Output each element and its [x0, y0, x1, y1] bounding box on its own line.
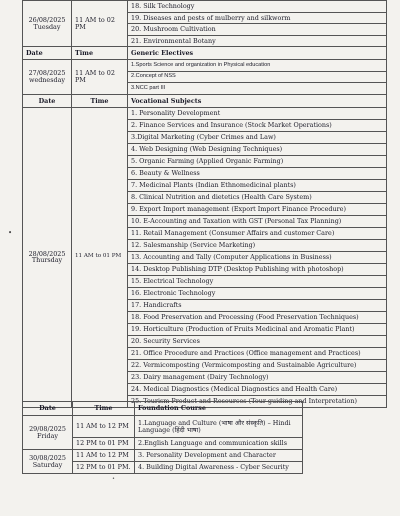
header-time: Time [72, 94, 128, 107]
vocational-subject-cell: 23. Dairy management (Dairy Technology) [128, 371, 387, 383]
subject-cell: 1.Language and Culture (भाषा और संस्कृति) – Hindi Language (हिंदी भाषा) [135, 416, 303, 438]
vocational-subject-cell: 24. Medical Diagnostics (Medical Diagnostics and Health Care) [128, 383, 387, 395]
table-row [23, 60, 387, 72]
time-cell: 12 PM to 01 PM. [73, 462, 135, 474]
date-text: 28/08/2025 [28, 249, 66, 258]
table-row [23, 450, 303, 462]
day-text: Saturday [32, 460, 63, 469]
vocational-subject-cell: 19. Horticulture (Production of Fruits Medicinal and Aromatic Plant) [128, 323, 387, 335]
vocational-subject-cell: 20. Security Services [128, 335, 387, 347]
subject-cell: 2.Concept of NSS [128, 71, 387, 83]
foundation-course-table [22, 401, 303, 474]
time-cell: 11 AM to 12 PM [73, 450, 135, 462]
date-cell [23, 107, 72, 407]
vocational-subject-cell: 16. Electronic Technology [128, 287, 387, 299]
vocational-subject-cell: 18. Food Preservation and Processing (Food Preservation Techniques) [128, 311, 387, 323]
subject-cell: 19. Diseases and pests of mulberry and silkworm [128, 12, 387, 24]
date-cell [23, 416, 73, 450]
vocational-subject-cell: 25. Tourism Product and Resources (Tour guiding and Interpretation) [128, 395, 387, 407]
table-header-row [23, 402, 303, 416]
time-text: 11 AM to 01 PM [75, 253, 122, 260]
day-text: wednesday [28, 76, 66, 85]
date-text: 30/08/2025 [29, 453, 66, 462]
table-header-row [23, 94, 387, 107]
header-time: Time [73, 402, 135, 416]
time-text: 11 AM to 02 PM [75, 15, 115, 31]
header-foundation-course: Foundation Course [135, 402, 303, 416]
vocational-subject-cell: 12. Salesmanship (Service Marketing) [128, 239, 387, 251]
subject-cell: 21. Environmental Botany [128, 35, 387, 47]
vocational-subject-cell: 6. Beauty & Wellness [128, 167, 387, 179]
day-text: Friday [36, 431, 59, 440]
header-vocational-subjects: Vocational Subjects [128, 94, 387, 107]
vocational-subject-cell: 2. Finance Services and Insurance (Stock Market Operations) [128, 119, 387, 131]
vocational-subject-cell: 8. Clinical Nutrition and dietetics (Health Care System) [128, 191, 387, 203]
time-cell: 12 PM to 01 PM [73, 438, 135, 450]
vocational-subject-cell: 22. Vermicomposting (Vermicomposting and Sustainable Agriculture) [128, 359, 387, 371]
day-text: Thursday [31, 256, 63, 265]
vocational-subject-cell: 11. Retail Management (Consumer Affairs and customer Care) [128, 227, 387, 239]
date-text: 26/08/2025 [28, 15, 66, 24]
date-text: 29/08/2025 [29, 424, 66, 433]
table-row [23, 1, 387, 13]
subject-cell: 4. Building Digital Awareness - Cyber Security [135, 462, 303, 474]
header-date: Date [23, 94, 72, 107]
time-cell [72, 1, 128, 47]
time-cell: 11 AM to 12 PM [73, 416, 135, 438]
subject-cell: 2.English Language and communication skills [135, 438, 303, 450]
vocational-subject-cell: 15. Electrical Technology [128, 275, 387, 287]
vocational-subject-cell: 9. Export Import management (Export Import Finance Procedure) [128, 203, 387, 215]
subject-cell: 3.NCC part III [128, 83, 387, 95]
header-generic-electives: Generic Electives [128, 47, 387, 60]
vocational-subject-cell: 17. Handicrafts [128, 299, 387, 311]
time-text: 11 AM to 02 PM [75, 69, 115, 85]
table-row [23, 107, 387, 119]
schedule-table [22, 0, 387, 408]
time-cell [72, 107, 128, 407]
time-cell [72, 60, 128, 95]
subject-cell: 3. Personality Development and Character [135, 450, 303, 462]
vocational-subject-cell: 13. Accounting and Tally (Computer Applications in Business) [128, 251, 387, 263]
header-date: Date [23, 47, 72, 60]
vocational-subject-cell: 21. Office Procedure and Practices (Office management and Practices) [128, 347, 387, 359]
margin-bullet: • [8, 229, 13, 237]
table-row [23, 416, 303, 438]
day-text: Tuesday [33, 22, 61, 31]
subject-cell: 18. Silk Technology [128, 1, 387, 13]
vocational-subject-cell: 10. E-Accounting and Taxation with GST (Personal Tax Planning) [128, 215, 387, 227]
subject-cell: 1.Sports Science and organization in Physical education [128, 60, 387, 72]
header-date: Date [23, 402, 73, 416]
vocational-subject-cell: 3.Digital Marketing (Cyber Crimes and Law) [128, 131, 387, 143]
date-text: 27/08/2025 [28, 69, 66, 78]
vocational-subject-cell: 5. Organic Farming (Applied Organic Farming) [128, 155, 387, 167]
subject-cell: 20. Mushroom Cultivation [128, 24, 387, 36]
vocational-subject-cell: 4. Web Designing (Web Designing Techniques) [128, 143, 387, 155]
vocational-subject-cell: 14. Desktop Publishing DTP (Desktop Publishing with photoshop) [128, 263, 387, 275]
vocational-subject-cell: 7. Medicinal Plants (Indian Ethnomedicinal plants) [128, 179, 387, 191]
date-cell [23, 60, 72, 95]
scan-speck: • [112, 476, 115, 482]
vocational-subject-cell: 1. Personality Development [128, 107, 387, 119]
header-time: Time [72, 47, 128, 60]
date-cell [23, 1, 72, 47]
table-header-row [23, 47, 387, 60]
date-cell [23, 450, 73, 474]
